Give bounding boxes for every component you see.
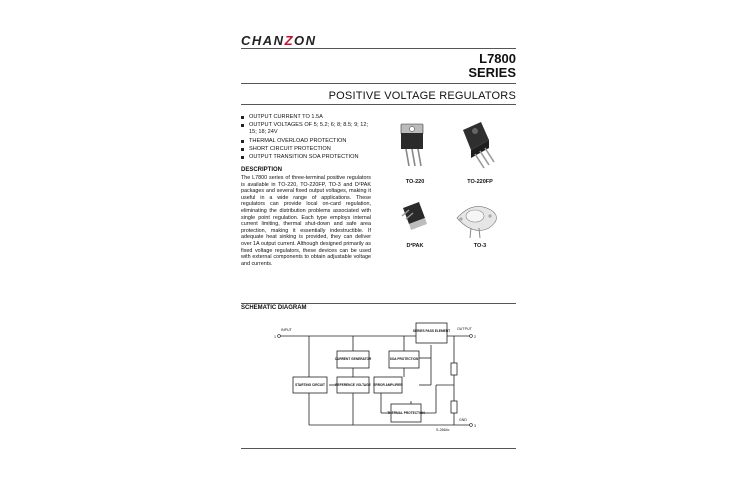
description-text: The L7800 series of three-terminal positive regulators is available in TO-220, TO-220FP, TO-3 and D²PAK packages and several fixed output voltages, making it useful in a wide range of applications. These regulators can provide local on-card regulation, eliminating the distribution problems associated with single point regulation. Each type employs internal current limiting, thermal shut-down and safe area protection, making it essentially indestructible. If adequate heat sinking is provided, they can deliver over 1A output current. Although designed primarily as fixed voltage regulators, these devices can be used with external components to obtain adjustable voltage and currents. — [241, 175, 371, 267]
input-label: INPUT — [281, 328, 292, 332]
feature-item: OUTPUT CURRENT TO 1.5A — [241, 114, 371, 121]
schematic-diagram — [241, 313, 516, 443]
package-label-to220: TO-220 — [405, 179, 425, 185]
to220fp-package-image — [463, 122, 494, 168]
description-heading: DESCRIPTION — [241, 167, 283, 173]
part-number: L7800 — [479, 51, 516, 66]
thermal-protection-label: THERMAL PROTECTION — [387, 411, 425, 415]
schematic-heading: SCHEMATIC DIAGRAM — [241, 305, 307, 311]
d2pak-package-image — [402, 202, 427, 230]
series-pass-label: SERIES PASS ELEMENT — [412, 329, 451, 333]
starting-circuit-label: STARTING CIRCUIT — [295, 383, 325, 387]
feature-item: THERMAL OVERLOAD PROTECTION — [241, 138, 371, 145]
error-amplifier-label: ERROR AMPLIFIER — [373, 383, 403, 387]
input-pin-label: 1 — [274, 335, 276, 339]
to3-package-image — [457, 206, 497, 238]
package-label-to220fp: TO-220FP — [467, 179, 493, 185]
subtitle-rule — [241, 104, 516, 105]
package-illustrations — [385, 118, 515, 258]
series-pass-block — [416, 323, 447, 343]
feature-item: OUTPUT VOLTAGES OF 5; 5.2; 6; 8; 8.5; 9; 12; 15; 18; 24V — [241, 122, 371, 136]
footer-rule — [241, 448, 516, 449]
reference-voltage-label: REFERENCE VOLTAGE — [335, 383, 371, 387]
output-label: OUTPUT — [457, 327, 472, 331]
gnd-pin-label: 3 — [474, 424, 476, 428]
header-rule — [241, 48, 516, 49]
to220-package-image — [401, 124, 423, 166]
schematic-rule — [241, 303, 516, 304]
package-label-to3: TO-3 — [473, 243, 487, 249]
package-label-d2pak: D²PAK — [406, 243, 424, 249]
feature-item: SHORT CIRCUIT PROTECTION — [241, 146, 371, 153]
brand-logo-text: CHANZON — [241, 33, 317, 48]
title-rule — [241, 83, 516, 84]
feature-list — [241, 114, 371, 162]
current-generator-label: CURRENT GENERATOR — [334, 357, 372, 361]
gnd-label: GND — [459, 418, 467, 422]
series-title: SERIES — [468, 65, 516, 80]
soa-protection-label: SOA PROTECTION — [389, 357, 419, 361]
output-pin-label: 2 — [474, 335, 476, 339]
schematic-code: S-2664c — [436, 428, 450, 432]
feature-item: OUTPUT TRANSITION SOA PROTECTION — [241, 154, 371, 161]
document-subtitle: POSITIVE VOLTAGE REGULATORS — [328, 90, 516, 102]
brand-logo — [241, 33, 317, 48]
